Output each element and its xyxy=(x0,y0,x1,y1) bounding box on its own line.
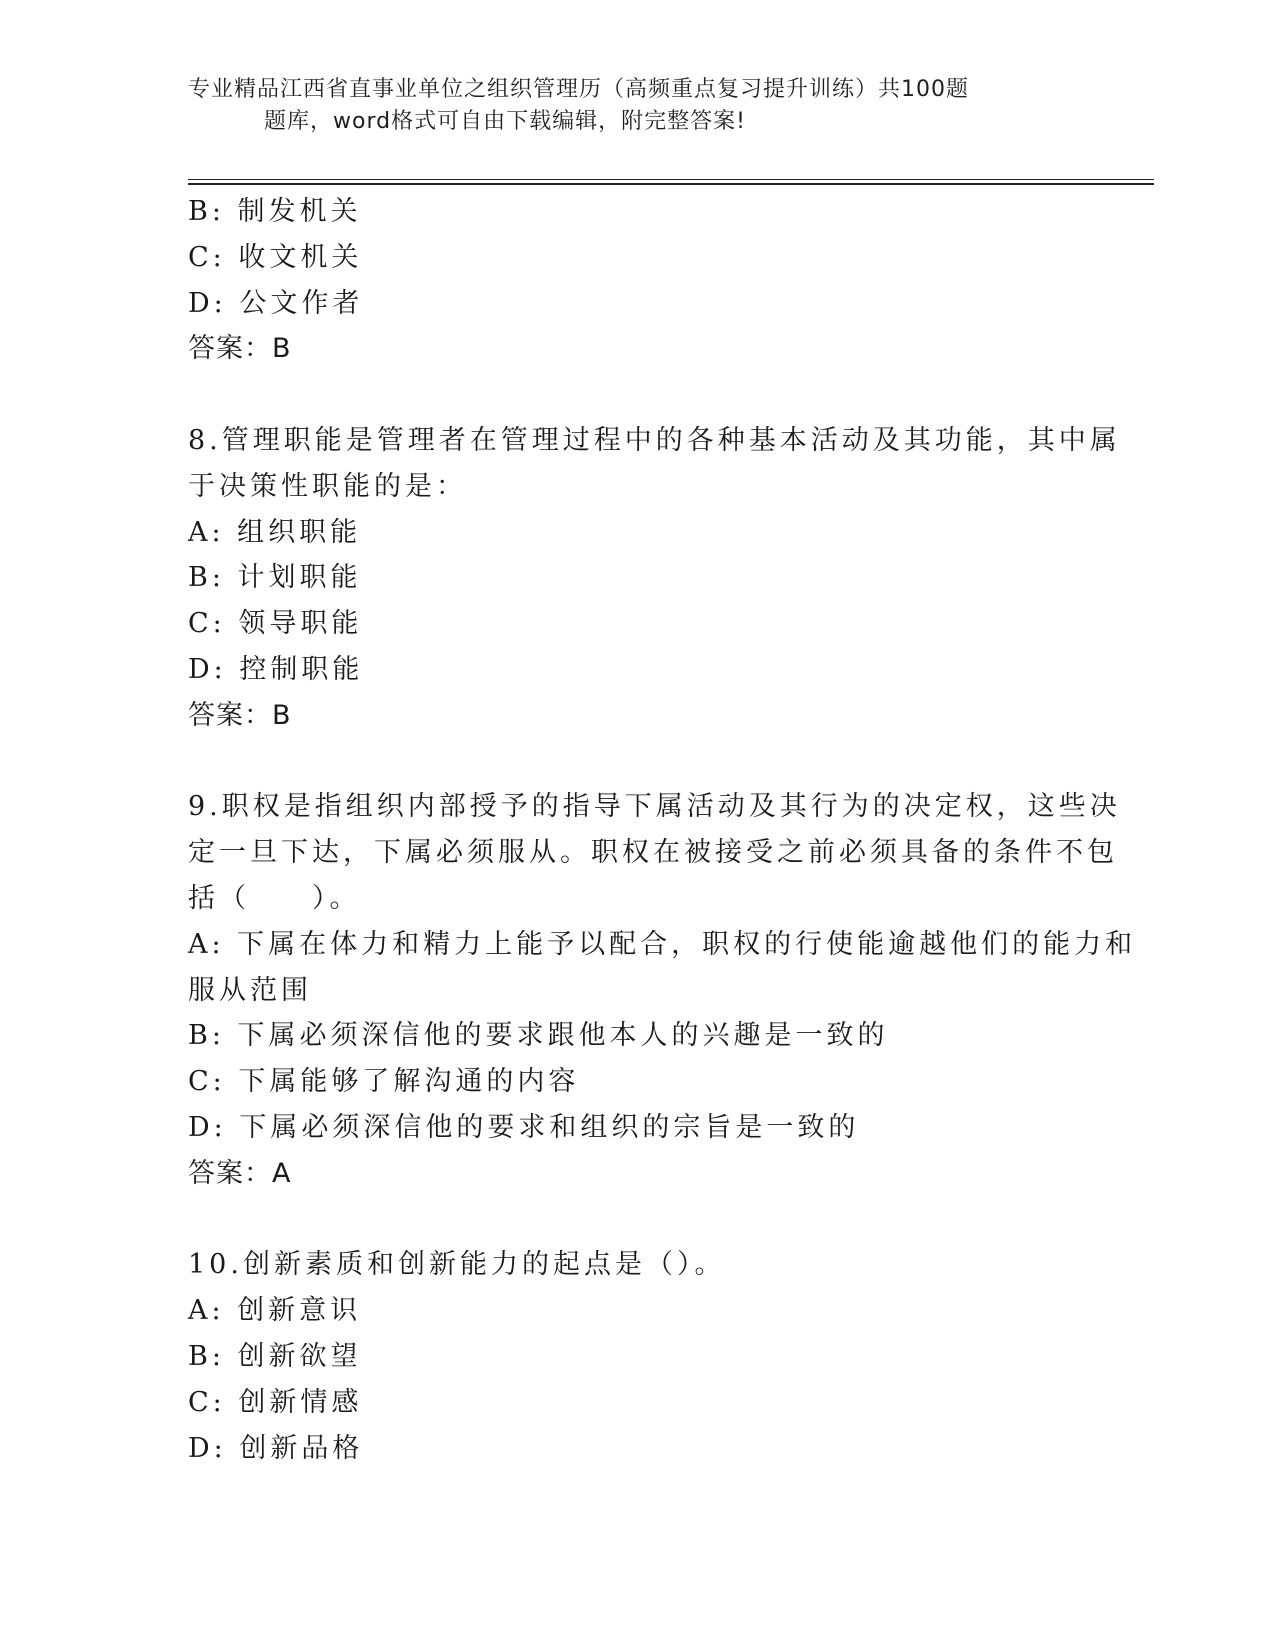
header-title-line-2: 题库，word格式可自由下载编辑，附完整答案! xyxy=(264,109,746,134)
question-stem-line: 括（ ）。 xyxy=(188,882,361,914)
option-c: C: 下属能够了解沟通的内容 xyxy=(188,1066,580,1098)
question-list xyxy=(188,189,1137,1471)
question-8 xyxy=(188,418,1121,739)
option-b: B: 下属必须深信他的要求跟他本人的兴趣是一致的 xyxy=(188,1020,889,1052)
header-divider-thick xyxy=(188,183,1154,185)
question-10 xyxy=(188,1242,1088,1471)
spacer xyxy=(188,739,1088,785)
option-b: B: 计划职能 xyxy=(188,562,362,594)
option-a: A: 下属在体力和精力上能予以配合，职权的行使能逾越他们的能力和 xyxy=(188,928,1137,960)
header-divider-thin xyxy=(188,179,1154,180)
option-d: D: 公文作者 xyxy=(188,287,364,319)
option-c: C: 收文机关 xyxy=(188,241,363,273)
question-stem-line: 定一旦下达，下属必须服从。职权在被接受之前必须具备的条件不包 xyxy=(188,837,1118,869)
option-d: D: 控制职能 xyxy=(188,653,364,685)
spacer xyxy=(188,1197,1088,1243)
answer-label: 答案：B xyxy=(188,333,292,365)
answer-label: 答案：A xyxy=(188,1157,292,1189)
header-title-line-1: 专业精品江西省直事业单位之组织管理历（高频重点复习提升训练）共100题 xyxy=(188,77,969,102)
option-c: C: 创新情感 xyxy=(188,1386,363,1418)
option-d: D: 创新品格 xyxy=(188,1432,364,1464)
option-a: A: 组织职能 xyxy=(188,516,362,548)
option-b: B: 制发机关 xyxy=(188,196,362,227)
option-b: B: 创新欲望 xyxy=(188,1340,362,1372)
option-a-continued: 服从范围 xyxy=(188,974,312,1006)
question-7-tail xyxy=(188,189,1088,372)
question-stem-line: 8.管理职能是管理者在管理过程中的各种基本活动及其功能，其中属 xyxy=(188,424,1121,456)
option-c: C: 领导职能 xyxy=(188,608,363,640)
option-a: A: 创新意识 xyxy=(188,1295,362,1327)
question-stem-line: 10.创新素质和创新能力的起点是（）。 xyxy=(188,1249,726,1281)
option-d: D: 下属必须深信他的要求和组织的宗旨是一致的 xyxy=(188,1111,860,1143)
question-9 xyxy=(188,784,1137,1196)
spacer xyxy=(188,372,1088,418)
question-stem-line: 于决策性职能的是： xyxy=(188,470,467,502)
answer-label: 答案：B xyxy=(188,699,292,731)
question-stem-line: 9.职权是指组织内部授予的指导下属活动及其行为的决定权，这些决 xyxy=(188,791,1121,823)
document-header xyxy=(188,74,1058,138)
